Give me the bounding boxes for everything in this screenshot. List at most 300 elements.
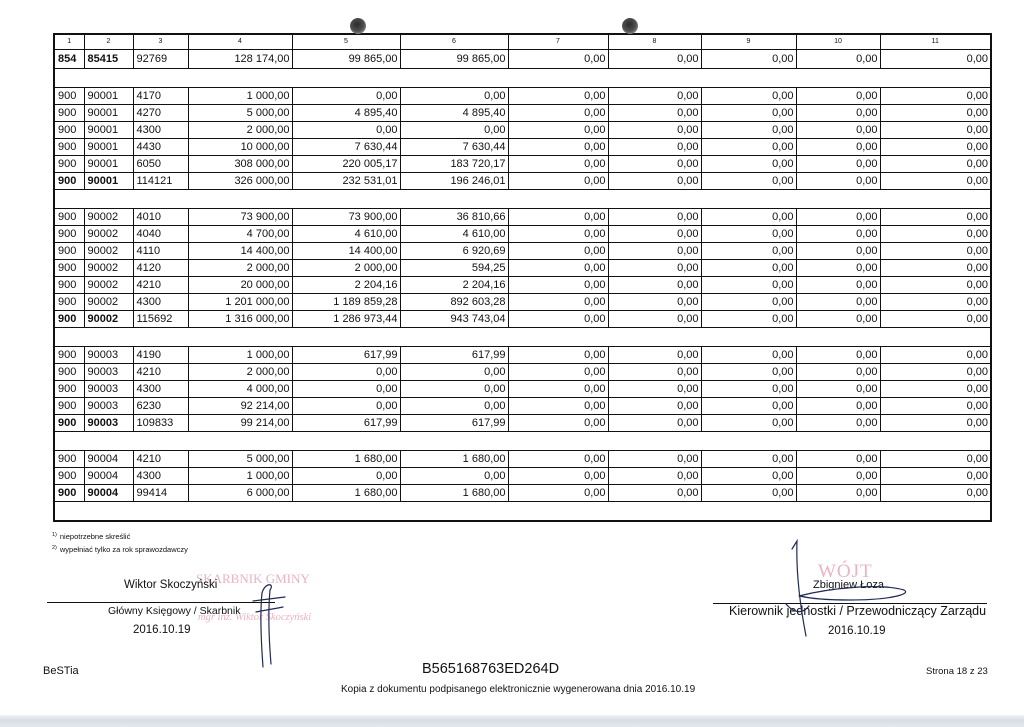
amount-col6-cell: 0,00: [400, 398, 508, 415]
amount-col7-cell: 0,00: [508, 122, 608, 139]
punch-hole-left: [350, 18, 366, 34]
chapter-code-cell: 90004: [84, 451, 133, 468]
amount-col7-cell: 0,00: [508, 105, 608, 122]
amount-col7-cell: 0,00: [508, 139, 608, 156]
section-code-cell: 900: [54, 294, 84, 311]
amount-col5-cell: 0,00: [292, 364, 400, 381]
amount-col10-cell: 0,00: [796, 105, 880, 122]
amount-col4-cell: 326 000,00: [188, 173, 292, 190]
stamp-title-treasurer: SKARBNIK GMINY: [196, 571, 310, 586]
amount-col10-cell: 0,00: [796, 485, 880, 502]
amount-col11-cell: 0,00: [880, 277, 991, 294]
amount-col11-cell: 0,00: [880, 209, 991, 226]
amount-col10-cell: 0,00: [796, 260, 880, 277]
amount-col6-cell: 4 610,00: [400, 226, 508, 243]
amount-col10-cell: 0,00: [796, 364, 880, 381]
amount-col11-cell: 0,00: [880, 260, 991, 277]
amount-col8-cell: 0,00: [608, 347, 701, 364]
spacer-cell: [54, 69, 991, 88]
amount-col8-cell: 0,00: [608, 139, 701, 156]
column-number: 3: [133, 34, 188, 50]
amount-col7-cell: 0,00: [508, 88, 608, 105]
amount-col11-cell: 0,00: [880, 451, 991, 468]
table-row: [54, 122, 991, 139]
amount-col6-cell: 7 630,44: [400, 139, 508, 156]
paragraph-code-cell: 6230: [133, 398, 188, 415]
amount-col6-cell: 0,00: [400, 468, 508, 485]
section-code-cell: 900: [54, 485, 84, 502]
amount-col7-cell: 0,00: [508, 173, 608, 190]
signatory-role: Kierownik jednostki / Przewodniczący Zarządu: [729, 604, 987, 618]
table-body: [54, 50, 991, 521]
amount-col5-cell: 617,99: [292, 415, 400, 432]
table-row: [54, 260, 991, 277]
amount-col8-cell: 0,00: [608, 156, 701, 173]
amount-col4-cell: 92 214,00: [188, 398, 292, 415]
spacer-row: [54, 502, 991, 521]
chapter-code-cell: 90002: [84, 260, 133, 277]
amount-col10-cell: 0,00: [796, 139, 880, 156]
amount-col9-cell: 0,00: [701, 173, 796, 190]
signature-date: 2016.10.19: [133, 624, 191, 636]
section-code-cell: 900: [54, 243, 84, 260]
amount-col7-cell: 0,00: [508, 468, 608, 485]
section-code-cell: 900: [54, 260, 84, 277]
section-code-cell: 900: [54, 226, 84, 243]
amount-col8-cell: 0,00: [608, 468, 701, 485]
paragraph-code-cell: 4430: [133, 139, 188, 156]
table-row: [54, 381, 991, 398]
amount-col9-cell: 0,00: [701, 105, 796, 122]
paragraph-code-cell: 4170: [133, 88, 188, 105]
amount-col10-cell: 0,00: [796, 311, 880, 328]
amount-col4-cell: 73 900,00: [188, 209, 292, 226]
amount-col4-cell: 1 000,00: [188, 347, 292, 364]
amount-col4-cell: 5 000,00: [188, 451, 292, 468]
amount-col9-cell: 0,00: [701, 88, 796, 105]
paragraph-code-cell: 4270: [133, 105, 188, 122]
amount-col11-cell: 0,00: [880, 468, 991, 485]
amount-col6-cell: 943 743,04: [400, 311, 508, 328]
amount-col6-cell: 617,99: [400, 347, 508, 364]
footnote-text: niepotrzebne skreślić: [59, 532, 131, 541]
chapter-code-cell: 90004: [84, 485, 133, 502]
amount-col6-cell: 617,99: [400, 415, 508, 432]
amount-col8-cell: 0,00: [608, 209, 701, 226]
amount-col10-cell: 0,00: [796, 209, 880, 226]
amount-col4-cell: 1 316 000,00: [188, 311, 292, 328]
table-head: [54, 34, 991, 50]
amount-col8-cell: 0,00: [608, 364, 701, 381]
amount-col5-cell: 1 680,00: [292, 451, 400, 468]
signatory-role: Główny Księgowy / Skarbnik: [108, 605, 241, 617]
amount-col10-cell: 0,00: [796, 294, 880, 311]
column-number: 1: [54, 34, 84, 50]
amount-col11-cell: 0,00: [880, 226, 991, 243]
summary-row: [54, 50, 991, 69]
amount-col6-cell: 196 246,01: [400, 173, 508, 190]
amount-col11-cell: 0,00: [880, 485, 991, 502]
amount-col5-cell: 0,00: [292, 468, 400, 485]
paragraph-code-cell: 109833: [133, 415, 188, 432]
amount-col4-cell: 1 201 000,00: [188, 294, 292, 311]
footer-page-number: Strona 18 z 23: [926, 666, 988, 677]
amount-col7-cell: 0,00: [508, 451, 608, 468]
section-code-cell: 900: [54, 209, 84, 226]
amount-col11-cell: 0,00: [880, 415, 991, 432]
amount-col7-cell: 0,00: [508, 209, 608, 226]
paragraph-code-cell: 4040: [133, 226, 188, 243]
amount-col9-cell: 0,00: [701, 50, 796, 69]
amount-col6-cell: 183 720,17: [400, 156, 508, 173]
section-code-cell: 900: [54, 364, 84, 381]
chapter-code-cell: 90001: [84, 139, 133, 156]
column-number: 7: [508, 34, 608, 50]
table-row: [54, 398, 991, 415]
amount-col5-cell: 0,00: [292, 122, 400, 139]
column-number: 9: [701, 34, 796, 50]
paragraph-code-cell: 115692: [133, 311, 188, 328]
chapter-code-cell: 90003: [84, 364, 133, 381]
chapter-code-cell: 90001: [84, 122, 133, 139]
amount-col11-cell: 0,00: [880, 364, 991, 381]
summary-row: [54, 311, 991, 328]
amount-col9-cell: 0,00: [701, 381, 796, 398]
table-row: [54, 277, 991, 294]
amount-col4-cell: 99 214,00: [188, 415, 292, 432]
footnote-2: [52, 543, 188, 555]
column-number: 5: [292, 34, 400, 50]
paragraph-code-cell: 4210: [133, 451, 188, 468]
amount-col6-cell: 99 865,00: [400, 50, 508, 69]
paragraph-code-cell: 4300: [133, 468, 188, 485]
table-row: [54, 139, 991, 156]
amount-col5-cell: 2 000,00: [292, 260, 400, 277]
amount-col7-cell: 0,00: [508, 347, 608, 364]
budget-report-table: [53, 33, 992, 522]
amount-col6-cell: 4 895,40: [400, 105, 508, 122]
amount-col8-cell: 0,00: [608, 381, 701, 398]
amount-col5-cell: 4 610,00: [292, 226, 400, 243]
footer-app-name: BeSTia: [43, 665, 79, 677]
amount-col5-cell: 4 895,40: [292, 105, 400, 122]
stamp-title-mayor: WÓJT: [818, 561, 873, 582]
spacer-row: [54, 190, 991, 209]
amount-col10-cell: 0,00: [796, 451, 880, 468]
amount-col5-cell: 2 204,16: [292, 277, 400, 294]
paragraph-code-cell: 114121: [133, 173, 188, 190]
spacer-cell: [54, 328, 991, 347]
chapter-code-cell: 90003: [84, 415, 133, 432]
section-code-cell: 900: [54, 311, 84, 328]
paragraph-code-cell: 4210: [133, 364, 188, 381]
amount-col4-cell: 14 400,00: [188, 243, 292, 260]
amount-col7-cell: 0,00: [508, 260, 608, 277]
amount-col8-cell: 0,00: [608, 173, 701, 190]
amount-col8-cell: 0,00: [608, 398, 701, 415]
amount-col11-cell: 0,00: [880, 50, 991, 69]
handwritten-signature-left: [253, 585, 285, 667]
amount-col8-cell: 0,00: [608, 294, 701, 311]
paragraph-code-cell: 4300: [133, 381, 188, 398]
chapter-code-cell: 90003: [84, 398, 133, 415]
chapter-code-cell: 90003: [84, 347, 133, 364]
amount-col8-cell: 0,00: [608, 88, 701, 105]
paragraph-code-cell: 4010: [133, 209, 188, 226]
paragraph-code-cell: 99414: [133, 485, 188, 502]
column-number: 11: [880, 34, 991, 50]
amount-col11-cell: 0,00: [880, 88, 991, 105]
section-code-cell: 900: [54, 156, 84, 173]
footnote-text: wypełniać tylko za rok sprawozdawczy: [59, 545, 188, 554]
amount-col4-cell: 20 000,00: [188, 277, 292, 294]
amount-col9-cell: 0,00: [701, 311, 796, 328]
chapter-code-cell: 90003: [84, 381, 133, 398]
amount-col10-cell: 0,00: [796, 156, 880, 173]
column-number: 10: [796, 34, 880, 50]
amount-col8-cell: 0,00: [608, 451, 701, 468]
paragraph-code-cell: 4210: [133, 277, 188, 294]
amount-col6-cell: 2 204,16: [400, 277, 508, 294]
amount-col11-cell: 0,00: [880, 105, 991, 122]
amount-col4-cell: 4 000,00: [188, 381, 292, 398]
amount-col9-cell: 0,00: [701, 364, 796, 381]
amount-col7-cell: 0,00: [508, 277, 608, 294]
amount-col7-cell: 0,00: [508, 156, 608, 173]
amount-col6-cell: 0,00: [400, 364, 508, 381]
amount-col10-cell: 0,00: [796, 381, 880, 398]
amount-col7-cell: 0,00: [508, 485, 608, 502]
section-code-cell: 900: [54, 381, 84, 398]
amount-col5-cell: 99 865,00: [292, 50, 400, 69]
amount-col5-cell: 220 005,17: [292, 156, 400, 173]
chapter-code-cell: 90001: [84, 173, 133, 190]
amount-col8-cell: 0,00: [608, 311, 701, 328]
amount-col11-cell: 0,00: [880, 139, 991, 156]
amount-col7-cell: 0,00: [508, 415, 608, 432]
amount-col4-cell: 10 000,00: [188, 139, 292, 156]
amount-col5-cell: 14 400,00: [292, 243, 400, 260]
footer-copy-note: Kopia z dokumentu podpisanego elektronicznie wygenerowana dnia 2016.10.19: [341, 684, 696, 695]
amount-col11-cell: 0,00: [880, 294, 991, 311]
summary-row: [54, 173, 991, 190]
amount-col5-cell: 1 680,00: [292, 485, 400, 502]
signatory-name: Wiktor Skoczyński: [124, 579, 218, 591]
amount-col11-cell: 0,00: [880, 311, 991, 328]
section-code-cell: 900: [54, 415, 84, 432]
amount-col9-cell: 0,00: [701, 260, 796, 277]
footnote-1: [52, 530, 130, 542]
table-row: [54, 451, 991, 468]
section-code-cell: 900: [54, 398, 84, 415]
amount-col7-cell: 0,00: [508, 294, 608, 311]
amount-col9-cell: 0,00: [701, 226, 796, 243]
signature-date: 2016.10.19: [828, 625, 886, 637]
spacer-cell: [54, 432, 991, 451]
chapter-code-cell: 90002: [84, 226, 133, 243]
paragraph-code-cell: 6050: [133, 156, 188, 173]
column-number: 2: [84, 34, 133, 50]
spacer-cell: [54, 502, 991, 521]
signatory-name: Zbigniew Łoza: [813, 579, 884, 591]
chapter-code-cell: 90002: [84, 294, 133, 311]
amount-col10-cell: 0,00: [796, 398, 880, 415]
amount-col9-cell: 0,00: [701, 277, 796, 294]
amount-col8-cell: 0,00: [608, 485, 701, 502]
amount-col10-cell: 0,00: [796, 415, 880, 432]
table-row: [54, 347, 991, 364]
amount-col8-cell: 0,00: [608, 260, 701, 277]
chapter-code-cell: 90001: [84, 88, 133, 105]
amount-col8-cell: 0,00: [608, 277, 701, 294]
spacer-cell: [54, 190, 991, 209]
amount-col9-cell: 0,00: [701, 398, 796, 415]
chapter-code-cell: 90001: [84, 105, 133, 122]
amount-col5-cell: 7 630,44: [292, 139, 400, 156]
amount-col11-cell: 0,00: [880, 381, 991, 398]
amount-col5-cell: 232 531,01: [292, 173, 400, 190]
amount-col6-cell: 0,00: [400, 381, 508, 398]
amount-col11-cell: 0,00: [880, 173, 991, 190]
paragraph-code-cell: 4190: [133, 347, 188, 364]
amount-col5-cell: 73 900,00: [292, 209, 400, 226]
amount-col4-cell: 4 700,00: [188, 226, 292, 243]
table-row: [54, 156, 991, 173]
amount-col9-cell: 0,00: [701, 156, 796, 173]
chapter-code-cell: 90004: [84, 468, 133, 485]
amount-col9-cell: 0,00: [701, 139, 796, 156]
chapter-code-cell: 90001: [84, 156, 133, 173]
table-row: [54, 294, 991, 311]
amount-col6-cell: 6 920,69: [400, 243, 508, 260]
amount-col9-cell: 0,00: [701, 243, 796, 260]
amount-col9-cell: 0,00: [701, 468, 796, 485]
amount-col11-cell: 0,00: [880, 347, 991, 364]
table-row: [54, 364, 991, 381]
signature-line: [47, 602, 275, 603]
amount-col4-cell: 6 000,00: [188, 485, 292, 502]
amount-col6-cell: 1 680,00: [400, 451, 508, 468]
table-row: [54, 243, 991, 260]
amount-col9-cell: 0,00: [701, 347, 796, 364]
amount-col9-cell: 0,00: [701, 485, 796, 502]
amount-col7-cell: 0,00: [508, 50, 608, 69]
amount-col5-cell: 0,00: [292, 381, 400, 398]
section-code-cell: 854: [54, 50, 84, 69]
spacer-row: [54, 328, 991, 347]
amount-col4-cell: 1 000,00: [188, 88, 292, 105]
paragraph-code-cell: 4300: [133, 122, 188, 139]
punch-hole-right: [622, 18, 638, 34]
paragraph-code-cell: 4120: [133, 260, 188, 277]
amount-col9-cell: 0,00: [701, 122, 796, 139]
summary-row: [54, 415, 991, 432]
table-row: [54, 468, 991, 485]
amount-col11-cell: 0,00: [880, 156, 991, 173]
stamp-name-treasurer: mgr inż. Wiktor Skoczyński: [198, 612, 312, 623]
amount-col11-cell: 0,00: [880, 122, 991, 139]
amount-col8-cell: 0,00: [608, 122, 701, 139]
scanner-edge-band: [0, 715, 1024, 727]
amount-col10-cell: 0,00: [796, 226, 880, 243]
amount-col7-cell: 0,00: [508, 364, 608, 381]
chapter-code-cell: 90002: [84, 209, 133, 226]
amount-col4-cell: 2 000,00: [188, 364, 292, 381]
amount-col7-cell: 0,00: [508, 311, 608, 328]
amount-col8-cell: 0,00: [608, 226, 701, 243]
chapter-code-cell: 90002: [84, 243, 133, 260]
table-row: [54, 226, 991, 243]
section-code-cell: 900: [54, 451, 84, 468]
paragraph-code-cell: 4110: [133, 243, 188, 260]
amount-col10-cell: 0,00: [796, 243, 880, 260]
amount-col8-cell: 0,00: [608, 50, 701, 69]
amount-col6-cell: 36 810,66: [400, 209, 508, 226]
section-code-cell: 900: [54, 139, 84, 156]
chapter-code-cell: 85415: [84, 50, 133, 69]
table-row: [54, 88, 991, 105]
amount-col6-cell: 594,25: [400, 260, 508, 277]
table-row: [54, 105, 991, 122]
column-number-row: [54, 34, 991, 50]
chapter-code-cell: 90002: [84, 311, 133, 328]
amount-col10-cell: 0,00: [796, 50, 880, 69]
amount-col6-cell: 892 603,28: [400, 294, 508, 311]
amount-col4-cell: 5 000,00: [188, 105, 292, 122]
amount-col7-cell: 0,00: [508, 226, 608, 243]
amount-col5-cell: 1 286 973,44: [292, 311, 400, 328]
section-code-cell: 900: [54, 468, 84, 485]
section-code-cell: 900: [54, 105, 84, 122]
section-code-cell: 900: [54, 88, 84, 105]
amount-col9-cell: 0,00: [701, 294, 796, 311]
section-code-cell: 900: [54, 122, 84, 139]
amount-col9-cell: 0,00: [701, 209, 796, 226]
amount-col11-cell: 0,00: [880, 398, 991, 415]
amount-col5-cell: 1 189 859,28: [292, 294, 400, 311]
amount-col4-cell: 1 000,00: [188, 468, 292, 485]
paragraph-code-cell: 92769: [133, 50, 188, 69]
footnote-mark: 1): [52, 532, 57, 538]
amount-col10-cell: 0,00: [796, 88, 880, 105]
amount-col4-cell: 308 000,00: [188, 156, 292, 173]
spacer-row: [54, 432, 991, 451]
amount-col9-cell: 0,00: [701, 415, 796, 432]
section-code-cell: 900: [54, 347, 84, 364]
amount-col7-cell: 0,00: [508, 381, 608, 398]
amount-col9-cell: 0,00: [701, 451, 796, 468]
amount-col5-cell: 0,00: [292, 88, 400, 105]
amount-col4-cell: 2 000,00: [188, 122, 292, 139]
amount-col8-cell: 0,00: [608, 105, 701, 122]
chapter-code-cell: 90002: [84, 277, 133, 294]
amount-col6-cell: 0,00: [400, 122, 508, 139]
amount-col7-cell: 0,00: [508, 243, 608, 260]
amount-col7-cell: 0,00: [508, 398, 608, 415]
paragraph-code-cell: 4300: [133, 294, 188, 311]
amount-col11-cell: 0,00: [880, 243, 991, 260]
amount-col8-cell: 0,00: [608, 243, 701, 260]
amount-col10-cell: 0,00: [796, 468, 880, 485]
column-number: 8: [608, 34, 701, 50]
amount-col4-cell: 128 174,00: [188, 50, 292, 69]
amount-col10-cell: 0,00: [796, 277, 880, 294]
table-row: [54, 209, 991, 226]
amount-col10-cell: 0,00: [796, 173, 880, 190]
spacer-row: [54, 69, 991, 88]
section-code-cell: 900: [54, 173, 84, 190]
column-number: 6: [400, 34, 508, 50]
